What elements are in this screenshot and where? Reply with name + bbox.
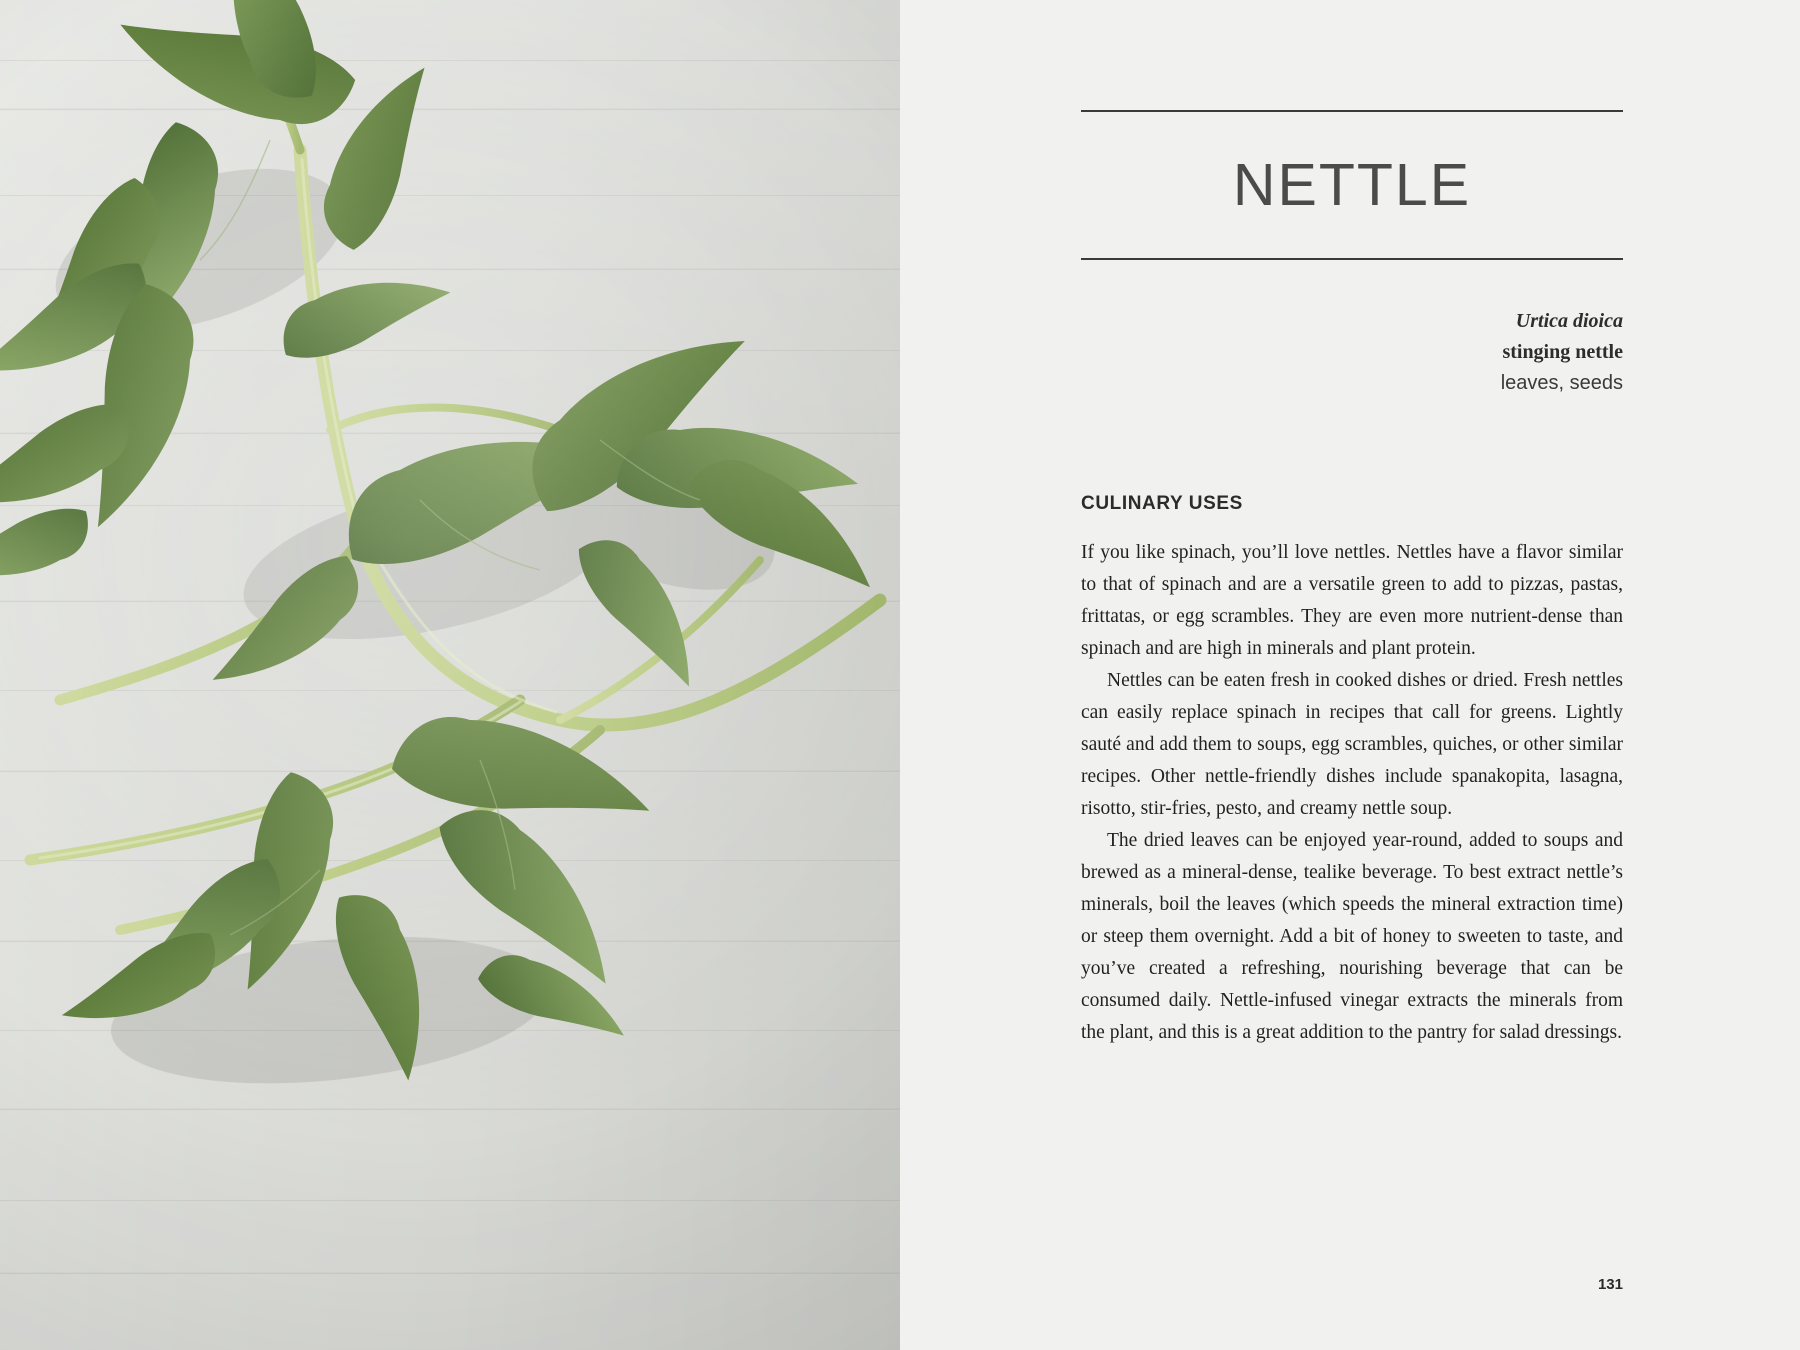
common-name: stinging nettle bbox=[1502, 341, 1623, 363]
page-title: NETTLE bbox=[1232, 152, 1472, 218]
page-number: 131 bbox=[1597, 1276, 1623, 1293]
title-rule-bottom bbox=[1081, 258, 1623, 260]
text-page bbox=[900, 0, 1800, 1350]
parts-used: leaves, seeds bbox=[1500, 372, 1623, 394]
plant-meta bbox=[1081, 306, 1623, 399]
latin-name: Urtica dioica bbox=[1515, 310, 1623, 332]
section-heading: CULINARY USES bbox=[1081, 493, 1243, 514]
text-column bbox=[1081, 0, 1623, 1350]
body-paragraph: Nettles can be eaten fresh in cooked dishes or dried. Fresh nettles can easily replace spinach in recipes that call for greens. Lightly sauté and add them to soups, egg scrambles, quiches, or other similar recipes. Other nettle-friendly dishes include spanakopita, lasagna, risotto, stir-fries, pesto, and creamy nettle soup. bbox=[1081, 670, 1623, 819]
section-body bbox=[1081, 537, 1623, 1049]
body-paragraph: If you like spinach, you’ll love nettles. Nettles have a flavor similar to that of spinach and are a versatile green to add to pizzas, pastas, frittatas, or egg scrambles. They are even more nutrient-dense than spinach and are high in minerals and plant protein. bbox=[1081, 542, 1623, 659]
body-paragraph: The dried leaves can be enjoyed year-round, added to soups and brewed as a mineral-dense, tealike beverage. To best extract nettle’s minerals, boil the leaves (which speeds the mineral extraction time) or steep them overnight. Add a bit of honey to sweeten to taste, and you’ve created a refreshing, nourishing beverage that can be consumed daily. Nettle-infused vinegar extracts the minerals from the plant, and this is a great addition to the pantry for salad dressings. bbox=[1081, 830, 1623, 1043]
